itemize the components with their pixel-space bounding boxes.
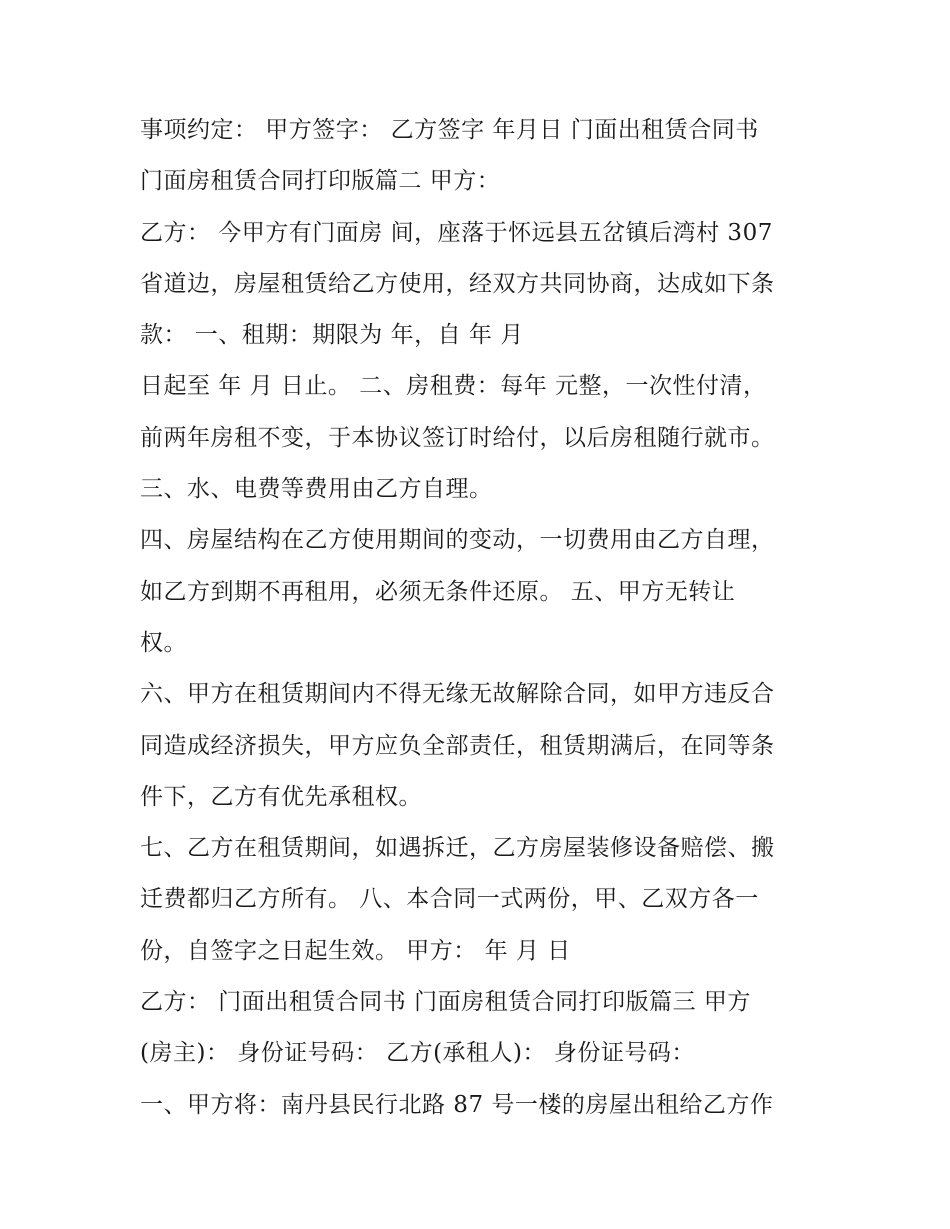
text-line: 乙方： 门面出租赁合同书 门面房租赁合同打印版篇三 甲方 [140,989,751,1016]
text-line: 事项约定： 甲方签字： 乙方签字 年月日 门面出租赁合同书 [140,117,759,143]
text-line: 同造成经济损失，甲方应负全部责任，租赁期满后，在同等条 [140,732,775,759]
text-line: 如乙方到期不再租用，必须无条件还原。 五、甲方无转让 [140,578,736,605]
text-line: 权。 [140,629,187,656]
text-line: 款： 一、租期：期限为 年，自 年 月 [140,322,524,349]
text-line: 门面房租赁合同打印版篇二 甲方： [140,168,501,195]
document-body [140,108,830,1134]
text-line: 乙方： 今甲方有门面房 间，座落于怀远县五岔镇后湾村 307 [140,219,773,246]
text-line: 省道边，房屋租赁给乙方使用，经双方共同协商，达成如下条 [140,270,775,297]
text-line: (房主)： 身份证号码： 乙方(承租人)： 身份证号码： [140,1040,695,1067]
text-line: 日起至 年 月 日止。 二、房租费：每年 元整，一次性付清， [140,373,767,400]
text-line: 七、乙方在租赁期间，如遇拆迁，乙方房屋装修设备赔偿、搬 [140,835,775,862]
text-line: 六、甲方在租赁期间内不得无缘无故解除合同，如甲方违反合 [140,681,775,708]
text-line: 四、房屋结构在乙方使用期间的变动，一切费用由乙方自理， [140,527,775,554]
text-line: 迁费都归乙方所有。 八、本合同一式两份，甲、乙双方各一 [140,886,759,913]
text-line: 三、水、电费等费用由乙方自理。 [140,476,493,503]
text-line: 一、甲方将：南丹县民行北路 87 号一楼的房屋出租给乙方作 [140,1091,774,1118]
text-line: 前两年房租不变，于本协议签订时给付，以后房租随行就市。 [140,424,775,451]
text-line: 份，自签字之日起生效。 甲方： 年 月 日 [140,937,571,964]
text-line: 件下，乙方有优先承租权。 [140,783,422,810]
